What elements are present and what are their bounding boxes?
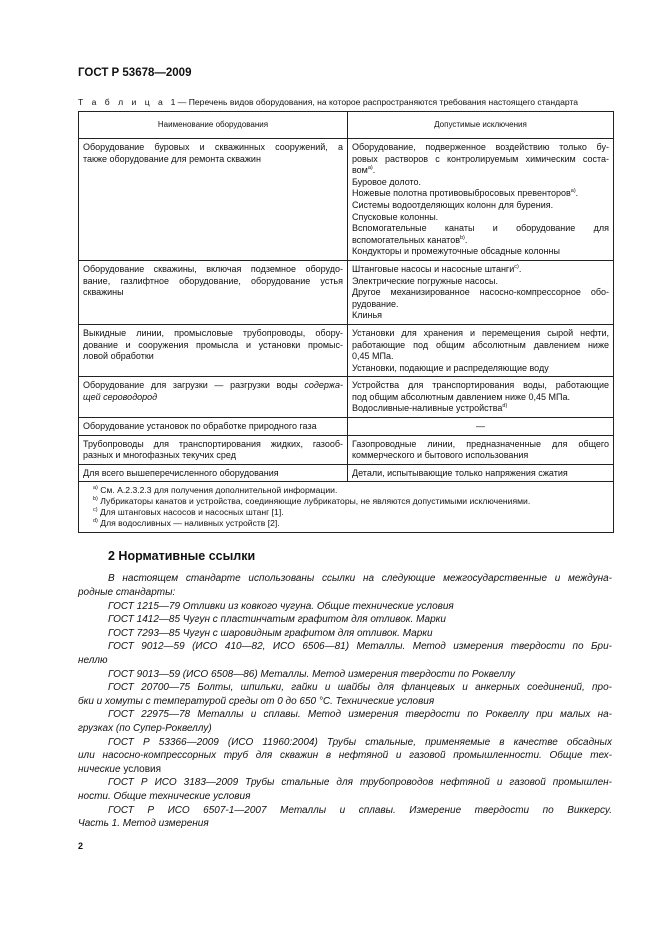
reference-line: В настоящем стандарте использованы ссылки на следующие межгосударственные и междуна-: [108, 573, 612, 585]
text-line: дование и сооружения промысла и установки промыс-: [83, 339, 343, 350]
reference-line: или насосно-компрессорных труб для скважин в нефтяной и газовой промышленности. Общие тех-: [78, 750, 612, 762]
text-line: Вспомогательные канаты и оборудование для: [352, 223, 609, 234]
footnote-ref: b): [459, 234, 465, 241]
text-line: Спусковые колонны.: [352, 211, 439, 222]
text-line: 0,45 МПа.: [352, 351, 394, 362]
text-line: Электрические погружные насосы.: [352, 275, 498, 286]
text-line: Системы водоотделяющих колонн для бурения.: [352, 199, 554, 210]
reference-line: бки и хомуты с температурой среды от 0 до 650 °С. Технические условия: [78, 695, 435, 707]
reference-line: ГОСТ 9012—59 (ИСО 410—82, ИСО 6506—81) Металлы. Метод измерения твердости по Бри-: [108, 641, 612, 653]
reference-line: неллю: [78, 655, 108, 666]
text-line: Кондукторы и промежуточные обсадные колонны: [352, 246, 560, 257]
equipment-name-cell: [79, 464, 348, 482]
text-line: Устройства для транспортирования воды, работающие: [352, 380, 609, 391]
footnote: $^{c)}$ Для штанговых насосов и насосных штанг [1].: [93, 507, 284, 518]
reference-line: ГОСТ Р ИСО 6507-1—2007 Металлы и сплавы. Измерение твердости по Виккерсу.: [108, 804, 612, 816]
text-line: Трубопроводы для транспортирования жидких, газооб-: [83, 438, 343, 449]
exceptions-cell: [348, 464, 614, 482]
text-line: вспомогательных канатов$^{b)}$.: [352, 234, 468, 245]
text-line: Для всего вышеперечисленного оборудования: [83, 467, 279, 478]
equipment-name-cell: [79, 435, 348, 464]
reference-line: родные стандарты:: [78, 587, 176, 599]
reference-line: ГОСТ Р 53366—2009 (ИСО 11960:2004) Трубы стальные, применяемые в качестве обсадных: [108, 736, 612, 748]
text-line: щей сероводород: [83, 391, 158, 402]
text-line: Штанговые насосы и насосные штанги$^{c)}$.: [352, 263, 522, 274]
references-list: [78, 572, 612, 830]
text-line: Детали, испытывающие только напряжения сжатия: [352, 467, 568, 478]
exceptions-cell: [348, 435, 614, 464]
text-line: —: [476, 421, 485, 432]
text-line: также оборудование для ремонта скважин: [83, 153, 261, 164]
footnote: $^{d)}$ Для водосливных — наливных устройств [2].: [93, 518, 280, 529]
exceptions-cell: [348, 418, 614, 436]
equipment-table: [78, 111, 614, 533]
reference-line: Часть 1. Метод измерения: [78, 818, 209, 830]
page-number: 2: [78, 840, 84, 851]
text-line: разных и многофазных текучих сред: [83, 450, 236, 461]
equipment-name-cell: [79, 377, 348, 418]
text-line: Другое механизированное насосно-компрессорное обо-: [352, 287, 609, 298]
table-row: [79, 324, 614, 376]
exceptions-cell: [348, 260, 614, 324]
text-line: Буровое долото.: [352, 176, 422, 187]
text-line: Оборудование скважины, включая подземное оборудо-: [83, 263, 343, 274]
footnote-mark: b): [93, 496, 98, 503]
text-line: вание, газлифтное оборудование, оборудование устья: [83, 275, 343, 286]
text-line: Установки для хранения и перемещения сырой нефти,: [352, 327, 609, 338]
document-id: ГОСТ Р 53678—2009: [78, 67, 192, 79]
text-line: Выкидные линии, промысловые трубопроводы, обору-: [83, 327, 343, 338]
footnote-ref: c): [514, 263, 519, 270]
table-footnotes: [79, 482, 614, 533]
reference-line: ГОСТ Р ИСО 3183—2009 Трубы стальные для трубопроводов нефтяной и газовой промышлен-: [108, 777, 612, 789]
reference-line: ГОСТ 22975—78 Металлы и сплавы. Метод измерения твердости по Роквеллу при малых на-: [108, 709, 612, 721]
text-line: рудование.: [352, 298, 399, 309]
column-header: Наименование оборудования: [79, 112, 348, 139]
footnote-ref: d): [502, 403, 508, 410]
column-header: Допустимые исключения: [348, 112, 614, 139]
text-line: ловой обработки: [83, 351, 154, 362]
table-caption: Т а б л и ц а 1 — Перечень видов оборудования, на которое распространяются требования настоящего стандарта: [78, 97, 579, 107]
text-line: под общим абсолютным давлением ниже 0,45 МПа.: [352, 391, 571, 402]
footnote-ref: a): [367, 165, 373, 172]
table-row: [79, 418, 614, 436]
table-row: [79, 464, 614, 482]
equipment-name-cell: [79, 139, 348, 261]
section-heading: 2 Нормативные ссылки: [108, 549, 256, 564]
footnote-ref: a): [570, 188, 576, 195]
table-row: [79, 139, 614, 261]
reference-line: ГОСТ 9013—59 (ИСО 6508—86) Металлы. Метод измерения твердости по Роквеллу: [108, 668, 516, 680]
equipment-name-cell: [79, 418, 348, 436]
footnote-mark: a): [93, 485, 98, 492]
text-line: Водосливные-наливные устройства$^{d)}$: [352, 403, 508, 414]
text-line: Установки, подающие и распределяющие воду: [352, 362, 549, 373]
text-line: Оборудование, подверженное воздействию только бу-: [352, 142, 609, 152]
text-line: Клинья: [352, 310, 383, 321]
text-line: коммерческого и бытового использования: [352, 450, 529, 461]
text-line: скважины: [83, 287, 124, 298]
text-line: работающие под общим абсолютным давлением ниже: [352, 339, 609, 350]
text-line: Оборудование для загрузки — разгрузки воды содержа-: [83, 380, 343, 391]
text-line: Оборудование буровых и скважинных сооружений, а: [83, 142, 343, 152]
table-row: [79, 377, 614, 418]
footnote-mark: d): [93, 518, 98, 525]
footnote-mark: c): [93, 507, 98, 514]
text-line: ровых растворов с контролируемым химическим соста-: [352, 153, 609, 164]
reference-line: ГОСТ 1215—79 Отливки из ковкого чугуна. Общие технические условия: [108, 600, 454, 612]
equipment-name-cell: [79, 260, 348, 324]
text-line: Ножевые полотна противовыбросовых превенторов$^{a)}$.: [352, 188, 579, 199]
footnotes-row: [79, 482, 614, 533]
reference-line: ности. Общие технические условия: [78, 790, 251, 802]
table-row: [79, 435, 614, 464]
exceptions-cell: [348, 324, 614, 376]
reference-line: грузках (по Супер-Роквеллу): [78, 722, 212, 734]
reference-line: ГОСТ 20700—75 Болты, шпильки, гайки и шайбы для фланцевых и анкерных соединений, про-: [108, 682, 612, 694]
exceptions-cell: [348, 377, 614, 418]
text-line: Оборудование установок по обработке природного газа: [83, 421, 317, 432]
reference-line: ГОСТ 1412—85 Чугун с пластинчатым графитом для отливок. Марки: [108, 614, 446, 626]
text-line: Газопроводные линии, предназначенные для общего: [352, 438, 609, 449]
reference-line: нические условия: [78, 763, 162, 775]
equipment-name-cell: [79, 324, 348, 376]
footnote: $^{b)}$ Лубрикаторы канатов и устройства, соединяющие лубрикаторы, не являются допустимыми исключениями.: [93, 496, 531, 507]
reference-line: ГОСТ 7293—85 Чугун с шаровидным графитом для отливок. Марки: [108, 627, 433, 639]
footnote: $^{a)}$ См. А.2.3.2.3 для получения дополнительной информации.: [93, 485, 338, 496]
exceptions-cell: [348, 139, 614, 261]
table-row: [79, 260, 614, 324]
text-line: вом$^{a)}$.: [352, 165, 376, 176]
